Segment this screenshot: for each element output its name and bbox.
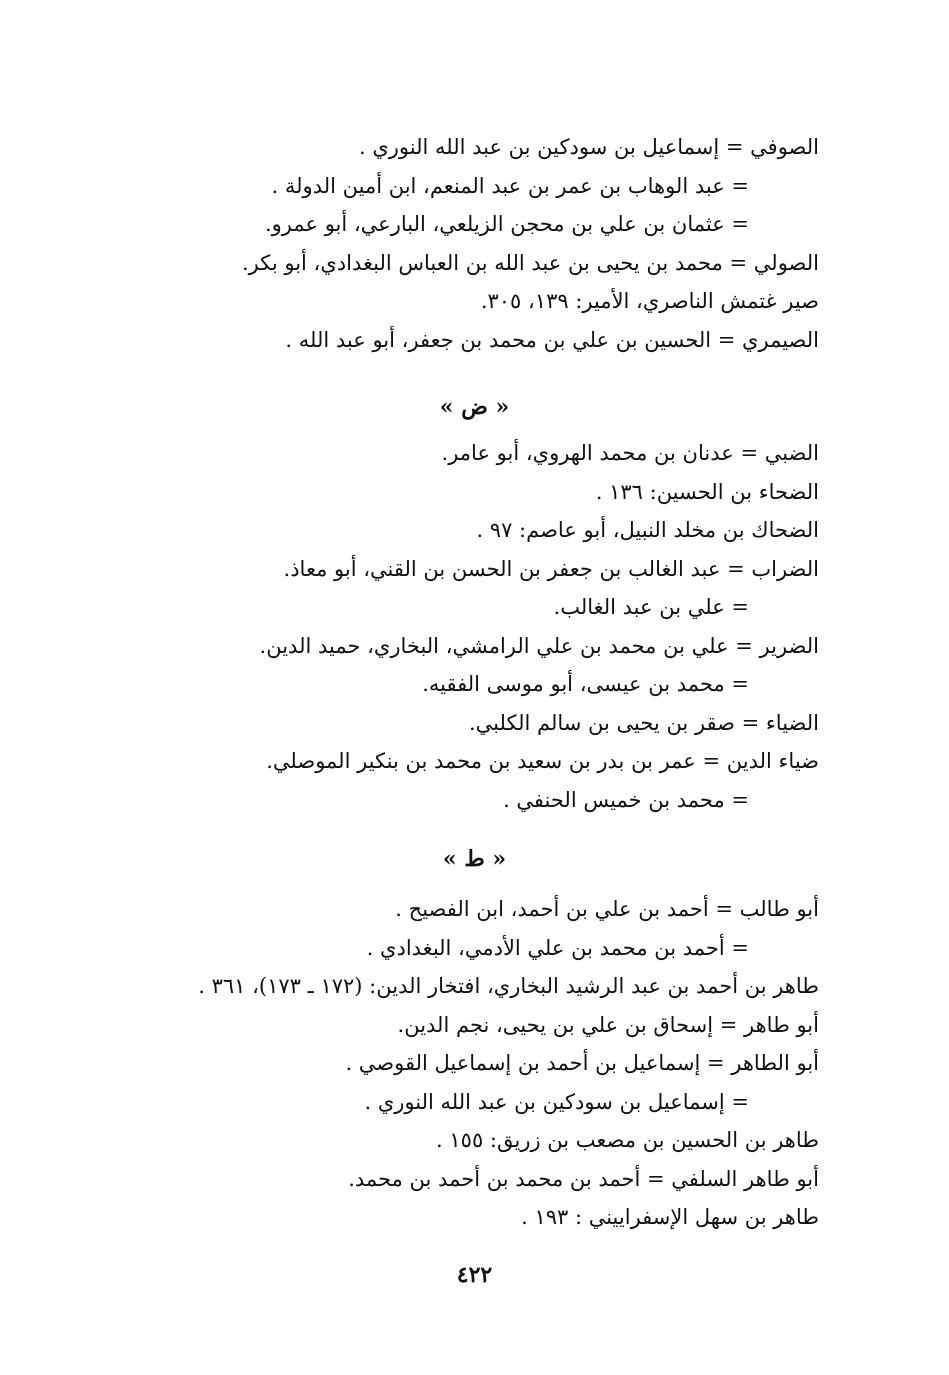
entry-line: طاهر بن سهل الإسفراييني : ١٩٣ .: [521, 1205, 819, 1229]
entry-line: الضراب = عبد الغالب بن جعفر بن الحسن بن القني، أبو معاذ.: [283, 556, 819, 581]
section-dad: [119, 434, 819, 819]
section-sad-continued: [119, 128, 819, 359]
page-number: ٤٢٢: [456, 1262, 493, 1288]
entry-line: الصيمري = الحسين بن علي بن محمد بن جعفر، أبو عبد الله .: [285, 327, 819, 352]
entry-line: طاهر بن أحمد بن عبد الرشيد البخاري، افتخار الدين: (١٧٢ ـ ١٧٣)، ٣٦١ .: [198, 974, 819, 998]
entry-line: = أحمد بن محمد بن علي الأدمي، البغدادي .: [366, 935, 749, 960]
entry-line: الضحاك بن مخلد النبيل، أبو عاصم: ٩٧ .: [476, 518, 819, 542]
section-ta: [119, 890, 819, 1237]
entry-line: الصولي = محمد بن يحيى بن عبد الله بن العباس البغدادي، أبو بكر.: [241, 250, 819, 275]
entry-line: أبو طاهر = إسحاق بن علي بن يحيى، نجم الدين.: [397, 1012, 819, 1037]
entry-line: صير غتمش الناصري، الأمير: ١٣٩، ٣٠٥.: [480, 289, 819, 313]
section-heading-ta: « ط »: [442, 846, 507, 872]
entry-line: ضياء الدين = عمر بن بدر بن سعيد بن محمد بن بنكير الموصلي.: [266, 749, 819, 773]
entry-line: = محمد بن خميس الحنفي .: [503, 787, 749, 812]
entry-line: = عبد الوهاب بن عمر بن عبد المنعم، ابن أمين الدولة .: [271, 173, 749, 198]
entry-line: الضرير = علي بن محمد بن علي الرامشي، البخاري، حميد الدين.: [259, 633, 819, 658]
entry-line: الضبي = عدنان بن محمد الهروي، أبو عامر.: [441, 441, 819, 465]
entry-line: طاهر بن الحسين بن مصعب بن زريق: ١٥٥ .: [436, 1128, 819, 1152]
entry-line: الضحاء بن الحسين: ١٣٦ .: [595, 479, 819, 504]
entry-line: = إسماعيل بن سودكين بن عبد الله النوري .: [364, 1089, 749, 1114]
entry-line: أبو الطاهر = إسماعيل بن أحمد بن إسماعيل القوصي .: [345, 1051, 819, 1075]
entry-line: = محمد بن عيسى، أبو موسى الفقيه.: [422, 672, 749, 696]
entry-line: الصوفي = إسماعيل بن سودكين بن عبد الله النوري .: [358, 135, 819, 159]
entry-line: = عثمان بن علي بن محجن الزيلعي، البارعي، أبو عمرو.: [264, 212, 749, 236]
entry-line: الضياء = صقر بن يحيى بن سالم الكلبي.: [469, 710, 819, 735]
entry-line: أبو طالب = أحمد بن علي بن أحمد، ابن الفصيح .: [395, 897, 819, 921]
section-heading-dad: « ض »: [439, 394, 510, 420]
entry-line: = علي بن عبد الغالب.: [553, 595, 749, 619]
entry-line: أبو طاهر السلفي = أحمد بن محمد بن أحمد بن محمد.: [348, 1166, 819, 1191]
